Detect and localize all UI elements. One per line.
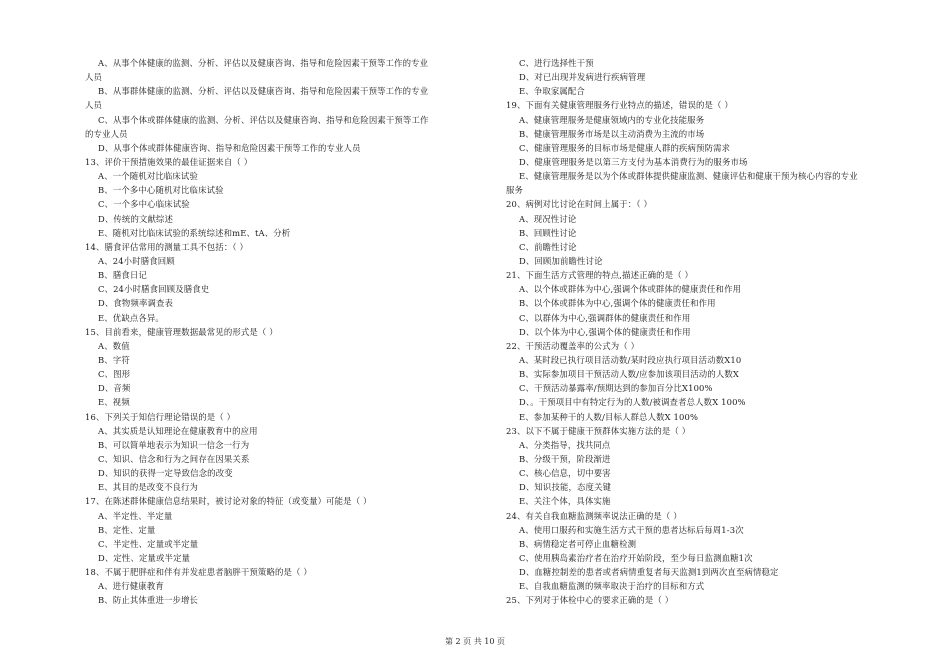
question-line: 13、评价干预措施效果的最佳证据来自（ ） <box>85 156 253 167</box>
option-line: A、进行健康教育 <box>98 581 164 592</box>
option-line: A、某时段已执行项目活动数/某时段应执行项目活动数X10 <box>519 354 742 365</box>
option-line: C、24小时膳食回顾及膳食史 <box>98 284 210 295</box>
left-column <box>85 56 485 607</box>
option-line: A、现况性讨论 <box>519 213 577 224</box>
question-line: 24、有关自我血糖监测频率说法正确的是（ ） <box>506 510 682 521</box>
option-line: D、知识技能，态度关键 <box>519 482 612 493</box>
option-line: B、膳食日记 <box>98 270 147 281</box>
option-line: C、核心信息，切中要害 <box>519 468 611 479</box>
option-line: E、其目的是改变不良行为 <box>98 482 199 493</box>
option-line: E、关注个体，具体实施 <box>519 496 611 507</box>
question-line: 21、下面生活方式管理的特点,描述正确的是（ ） <box>506 270 694 281</box>
question-line: 18、不属于肥胖症和伴有并发症患者脑胖干预策略的是（ ） <box>85 567 312 578</box>
continuation-line: 人员 <box>85 100 103 111</box>
question-line: 20、病例对比讨论在时间上属于：（ ） <box>506 199 652 210</box>
question-line: 25、下列对于体检中心的要求正确的是（ ） <box>506 595 674 606</box>
option-line: D、从事个体或群体健康咨询、指导和危险因素干预等工作的专业人员 <box>98 142 361 153</box>
option-line: A、以个体或群体为中心,强调个体或群体的健康责任和作用 <box>519 284 742 295</box>
option-line: A、半定性、半定量 <box>98 510 173 521</box>
option-line: A、使用口服药和实施生活方式干预的患者达标后每周1-3次 <box>519 524 744 535</box>
option-line: E、随机对比临床试验的系统综述和mE、tA、分析 <box>98 227 291 238</box>
option-line: B、健康管理服务市场是以主动消费为主流的市场 <box>519 128 705 139</box>
option-line: A、其实质是认知理论在健康教育中的应用 <box>98 425 258 436</box>
option-line: C、使用胰岛素治疗者在治疗开始阶段，至少每日监测血糖1次 <box>519 552 753 563</box>
option-line: D、健康管理服务是以第三方支付为基本消费行为的服务市场 <box>519 156 748 167</box>
option-line: A、分类指导，找共同点 <box>519 439 611 450</box>
option-line: B、一个多中心随机对比临床试验 <box>98 185 224 196</box>
option-line: A、数值 <box>98 340 130 351</box>
option-line: E、健康管理服务是以为个体或群体提供健康监测、健康评估和健康干预为核心内容的专业 <box>519 171 858 182</box>
option-line: B、防止其体重进一步增长 <box>98 595 199 606</box>
option-line: C、图形 <box>98 369 131 380</box>
option-line: B、回顾性讨论 <box>519 227 577 238</box>
question-line: 16、下列关于知信行理论错误的是（ ） <box>85 411 236 422</box>
option-line: B、可以简单地表示为知识一信念一行为 <box>98 439 250 450</box>
option-line: A、24小时膳食回顾 <box>98 255 175 266</box>
option-line: D、传统的文献综述 <box>98 213 174 224</box>
option-line: D、对已出现并发病进行疾病管理 <box>519 72 646 83</box>
option-line: C、干预活动暴露率/预期达到的参加百分比X100% <box>519 383 713 394</box>
continuation-line: 的专业人员 <box>85 128 128 139</box>
option-line: D、定性、定量或半定量 <box>98 552 191 563</box>
option-line: C、前瞻性讨论 <box>519 241 577 252</box>
option-line: D、血糖控制差的患者或者病情重复者每天监测1到两次直至病情稳定 <box>519 567 779 578</box>
option-line: B、字符 <box>98 354 130 365</box>
question-line: 23、以下不属于健康干预群体实施方法的是（ ） <box>506 425 691 436</box>
option-line: C、知识、信念和行为之间存在因果关系 <box>98 453 250 464</box>
question-line: 22、干预活动覆盖率的公式为（ ） <box>506 340 640 351</box>
question-line: 14、膳食评估常用的测量工具不包括：（ ） <box>85 241 249 252</box>
option-line: A、从事个体健康的监测、分析、评估以及健康咨询、指导和危险因素干预等工作的专业 <box>98 58 429 68</box>
option-line: D、知识的获得一定导致信念的改变 <box>98 468 233 479</box>
option-line: B、以个体或群体为中心,强调个体的健康责任和作用 <box>519 298 716 309</box>
question-line: 19、下面有关健康管理服务行业特点的描述，错误的是（ ） <box>506 100 733 111</box>
option-line: D、回顾加前瞻性讨论 <box>519 255 603 266</box>
option-line: E、视频 <box>98 397 130 408</box>
option-line: C、一个多中心临床试验 <box>98 199 190 210</box>
continuation-line: 人员 <box>85 72 103 83</box>
option-line: B、分级干预，阶段渐进 <box>519 453 611 464</box>
option-line: B、病情稳定者可停止血糖检测 <box>519 538 637 549</box>
continuation-line: 服务 <box>506 185 524 196</box>
option-line: C、以群体为中心,强调群体的健康责任和作用 <box>519 312 691 323</box>
option-line: B、定性、定量 <box>98 524 156 535</box>
option-line: D、音频 <box>98 383 131 394</box>
option-line: C、进行选择性干预 <box>519 58 594 68</box>
option-line: A、健康管理服务是健康领域内的专业化技能服务 <box>519 114 705 125</box>
option-line: C、从事个体或群体健康的监测、分析、评估以及健康咨询、指导和危险因素干预等工作 <box>98 114 429 125</box>
option-line: E、参加某种干的人数/目标人群总人数X 100% <box>519 411 699 422</box>
option-line: C、健康管理服务的目标市场是健康人群的疾病预防需求 <box>519 142 731 153</box>
option-line: D、。干预项目中有特定行为的人数/被调查者总人数X 100% <box>519 397 746 408</box>
question-line: 15、目前看来，健康管理数据最常见的形式是（ ） <box>85 326 278 337</box>
option-line: D、食物频率调查表 <box>98 298 174 309</box>
right-column <box>506 56 926 607</box>
option-line: A、一个随机对比临床试验 <box>98 171 198 182</box>
page-footer: 第 2 页 共 10 页 <box>445 637 505 646</box>
option-line: E、争取家属配合 <box>519 86 585 97</box>
option-line: E、自我血糖监测的频率取决于治疗的目标和方式 <box>519 581 705 592</box>
option-line: C、半定性、定量或半定量 <box>98 538 199 549</box>
option-line: E、优缺点各异。 <box>98 312 164 323</box>
question-line: 17、在陈述群体健康信息结果时，被讨论对象的特征（或变量）可能是（ ） <box>85 496 372 507</box>
option-line: D、以个体为中心,强调个体的健康责任和作用 <box>519 326 691 337</box>
option-line: B、从事群体健康的监测、分析、评估以及健康咨询、指导和危险因素干预等工作的专业 <box>98 86 429 97</box>
option-line: B、实际参加项目干预活动人数/应参加该项目活动的人数X <box>519 369 739 380</box>
